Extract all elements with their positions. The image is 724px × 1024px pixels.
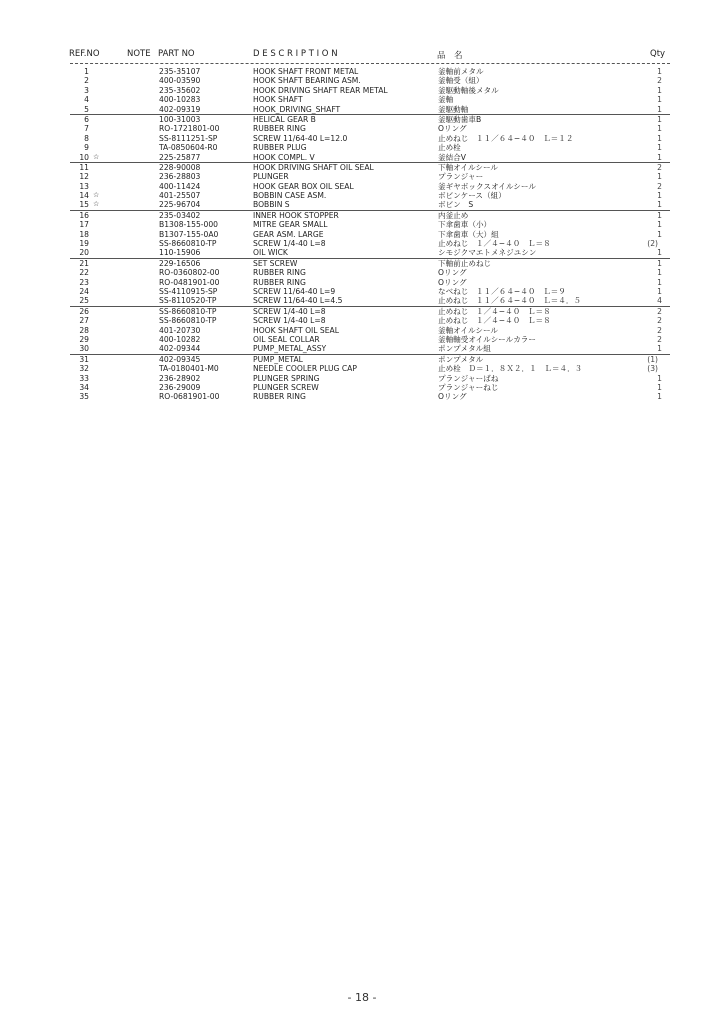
- table-row: [0, 86, 724, 95]
- table-row: [0, 182, 724, 191]
- cell-qty: 1: [657, 85, 662, 95]
- cell-jp-name: 止めねじ １１／６４−４０ Ｌ＝１２: [438, 133, 574, 143]
- cell-jp-name: シモジクマエトメネジユシン: [438, 248, 537, 258]
- cell-part-no: TA-0850604-R0: [159, 143, 218, 153]
- cell-description: SCREW 1/4-40 L=8: [253, 306, 326, 316]
- cell-jp-name: 下軸オイルシール: [438, 162, 499, 172]
- cell-description: HOOK_DRIVING_SHAFT: [253, 104, 341, 114]
- cell-description: RUBBER RING: [253, 124, 306, 134]
- table-row: [70, 306, 670, 316]
- cell-ref-no: 21: [79, 258, 89, 268]
- cell-part-no: 236-28803: [159, 172, 201, 182]
- cell-ref-no: 30: [79, 344, 89, 354]
- cell-ref-no: 23: [79, 277, 89, 287]
- cell-ref-no: 17: [79, 220, 89, 230]
- cell-jp-name: ボビン S: [438, 200, 474, 210]
- cell-ref-no: 16: [79, 210, 89, 220]
- cell-qty: 1: [657, 143, 662, 153]
- cell-jp-name: 釜軸軸受オイルシールカラー: [438, 334, 536, 344]
- table-row: [0, 67, 724, 76]
- cell-ref-no: 32: [79, 364, 89, 374]
- cell-qty: 2: [657, 181, 662, 191]
- cell-ref-no: 28: [79, 325, 89, 335]
- cell-ref-no: 22: [79, 268, 89, 278]
- cell-description: HOOK SHAFT FRONT METAL: [253, 67, 359, 76]
- cell-qty: 1: [657, 258, 662, 268]
- cell-jp-name: 止め栓: [438, 143, 461, 153]
- cell-description: RUBBER RING: [253, 392, 306, 402]
- cell-qty: 1: [657, 286, 662, 296]
- cell-qty: 1: [657, 220, 662, 230]
- cell-ref-no: 33: [79, 373, 89, 383]
- cell-qty: 2: [657, 306, 662, 316]
- cell-ref-no: 6: [84, 114, 89, 124]
- cell-qty: 1: [657, 248, 662, 258]
- cell-jp-name: 釜軸受（組）: [438, 76, 484, 86]
- table-row: [0, 143, 724, 152]
- header-divider: [70, 63, 670, 64]
- cell-jp-name: 下傘歯車（大）組: [438, 229, 499, 239]
- cell-description: OIL SEAL COLLAR: [253, 334, 320, 344]
- cell-description: SET SCREW: [253, 258, 298, 268]
- cell-part-no: 228-90008: [159, 162, 201, 172]
- cell-qty: (2): [647, 239, 658, 249]
- cell-qty: 1: [657, 210, 662, 220]
- cell-jp-name: プランジャーねじ: [438, 382, 499, 392]
- table-row: [0, 172, 724, 181]
- cell-ref-no: 1: [84, 67, 89, 76]
- table-row: [0, 105, 724, 114]
- cell-jp-name: Oリング: [438, 268, 467, 278]
- table-row: [0, 76, 724, 85]
- cell-ref-no: 14: [79, 191, 89, 201]
- cell-qty: 2: [657, 76, 662, 86]
- cell-part-no: 400-10282: [159, 334, 201, 344]
- cell-part-no: 235-35107: [159, 67, 201, 76]
- cell-ref-no: 25: [79, 296, 89, 306]
- header-jp-name: 品 名: [437, 51, 463, 61]
- cell-jp-name: 止めねじ １／４−４０ Ｌ＝８: [438, 306, 551, 316]
- cell-part-no: B1307-155-0A0: [159, 229, 219, 239]
- cell-description: RUBBER RING: [253, 268, 306, 278]
- cell-qty: 1: [657, 392, 662, 402]
- cell-description: OIL WICK: [253, 248, 288, 258]
- cell-qty: 1: [657, 95, 662, 105]
- cell-part-no: SS-4110915-SP: [159, 286, 218, 296]
- cell-qty: 1: [657, 268, 662, 278]
- table-row: [70, 210, 670, 220]
- table-row: [0, 124, 724, 133]
- cell-ref-no: 34: [79, 382, 89, 392]
- cell-jp-name: Oリング: [438, 124, 467, 134]
- cell-description: MITRE GEAR SMALL: [253, 220, 328, 230]
- cell-part-no: 100-31003: [159, 114, 201, 124]
- table-row: [0, 364, 724, 373]
- cell-jp-name: 釜駆動軸: [438, 104, 469, 114]
- table-row: [0, 383, 724, 392]
- cell-part-no: 235-03402: [159, 210, 201, 220]
- cell-ref-no: 26: [79, 306, 89, 316]
- cell-jp-name: Oリング: [438, 392, 467, 402]
- cell-ref-no: 29: [79, 334, 89, 344]
- cell-qty: 2: [657, 325, 662, 335]
- table-row: [0, 287, 724, 296]
- cell-part-no: 400-10283: [159, 95, 201, 105]
- cell-qty: 1: [657, 152, 662, 162]
- cell-ref-no: 24: [79, 286, 89, 296]
- cell-description: GEAR ASM. LARGE: [253, 229, 324, 239]
- cell-ref-no: 35: [79, 392, 89, 402]
- cell-description: HOOK SHAFT BEARING ASM.: [253, 76, 361, 86]
- cell-part-no: SS-8660810-TP: [159, 239, 217, 249]
- cell-part-no: RO-0681901-00: [159, 392, 220, 402]
- cell-jp-name: プランジャー: [438, 172, 484, 182]
- cell-part-no: RO-0360802-00: [159, 268, 220, 278]
- cell-qty: 4: [657, 296, 662, 306]
- cell-description: HELICAL GEAR B: [253, 114, 316, 124]
- cell-description: SCREW 11/64-40 L=12.0: [253, 133, 348, 143]
- cell-part-no: 110-15906: [159, 248, 201, 258]
- table-row: [0, 392, 724, 401]
- cell-qty: 1: [657, 344, 662, 354]
- table-row: [0, 230, 724, 239]
- cell-jp-name: 下軸前止めねじ: [438, 258, 492, 268]
- cell-qty: 1: [657, 277, 662, 287]
- table-row: [0, 278, 724, 287]
- cell-jp-name: 釜軸オイルシール: [438, 325, 499, 335]
- cell-qty: 1: [657, 229, 662, 239]
- cell-description: PLUNGER SPRING: [253, 373, 320, 383]
- table-row: [0, 191, 724, 200]
- cell-jp-name: 釜ギヤボックスオイルシール: [438, 181, 536, 191]
- cell-jp-name: 釜軸前メタル: [438, 67, 484, 76]
- table-header: [0, 49, 724, 63]
- table-row: [70, 162, 670, 172]
- cell-ref-no: 27: [79, 316, 89, 326]
- cell-description: PUMP_METAL_ASSY: [253, 344, 327, 354]
- table-row: [0, 335, 724, 344]
- cell-part-no: 402-09319: [159, 104, 201, 114]
- header-part-no: PART NO: [158, 49, 195, 59]
- cell-part-no: RO-1721801-00: [159, 124, 220, 134]
- cell-jp-name: 内釜止め: [438, 210, 469, 220]
- cell-ref-no: 10: [79, 152, 89, 162]
- cell-jp-name: 釜駆動歯車B: [438, 114, 482, 124]
- cell-jp-name: 釜結合V: [438, 152, 466, 162]
- cell-description: INNER HOOK STOPPER: [253, 210, 339, 220]
- table-row: [0, 374, 724, 383]
- cell-qty: 1: [657, 382, 662, 392]
- cell-jp-name: ボビンケース（組）: [438, 191, 506, 201]
- cell-ref-no: 18: [79, 229, 89, 239]
- table-row: [0, 316, 724, 325]
- cell-description: HOOK SHAFT OIL SEAL: [253, 325, 339, 335]
- cell-part-no: 236-29009: [159, 382, 201, 392]
- cell-description: BOBBIN CASE ASM.: [253, 191, 327, 201]
- cell-jp-name: 止めねじ １１／６４−４０ Ｌ＝４．５: [438, 296, 582, 306]
- cell-qty: 2: [657, 334, 662, 344]
- cell-ref-no: 3: [84, 85, 89, 95]
- cell-part-no: SS-8660810-TP: [159, 306, 217, 316]
- cell-part-no: 402-09345: [159, 354, 201, 364]
- table-row: [0, 134, 724, 143]
- cell-qty: 1: [657, 191, 662, 201]
- cell-ref-no: 9: [84, 143, 89, 153]
- cell-jp-name: なべねじ １１／６４−４０ Ｌ＝９: [438, 286, 566, 296]
- cell-part-no: 229-16506: [159, 258, 201, 268]
- cell-part-no: 225-25877: [159, 152, 201, 162]
- cell-jp-name: 止めねじ １／４−４０ Ｌ＝８: [438, 239, 551, 249]
- cell-qty: 1: [657, 200, 662, 210]
- cell-ref-no: 11: [79, 162, 89, 172]
- cell-jp-name: プランジャーばね: [438, 373, 499, 383]
- cell-ref-no: 19: [79, 239, 89, 249]
- table-row: [0, 239, 724, 248]
- cell-ref-no: 2: [84, 76, 89, 86]
- cell-description: SCREW 1/4-40 L=8: [253, 316, 326, 326]
- cell-qty: 2: [657, 162, 662, 172]
- cell-description: HOOK DRIVING SHAFT REAR METAL: [253, 85, 388, 95]
- cell-note: ☆: [93, 200, 100, 209]
- cell-jp-name: 止めねじ １／４−４０ Ｌ＝８: [438, 316, 551, 326]
- cell-jp-name: 下傘歯車（小）: [438, 220, 492, 230]
- cell-part-no: 236-28902: [159, 373, 201, 383]
- cell-qty: 1: [657, 104, 662, 114]
- cell-ref-no: 8: [84, 133, 89, 143]
- cell-jp-name: 止め栓 Ｄ＝１．８Ｘ２．１ Ｌ＝４．３: [438, 364, 583, 374]
- cell-jp-name: ポンプメタル: [438, 354, 484, 364]
- cell-part-no: 400-03590: [159, 76, 201, 86]
- table-row: [70, 354, 670, 364]
- cell-part-no: 235-35602: [159, 85, 201, 95]
- cell-qty: 2: [657, 316, 662, 326]
- cell-part-no: TA-0180401-M0: [159, 364, 219, 374]
- table-row: [0, 268, 724, 277]
- cell-qty: 1: [657, 133, 662, 143]
- cell-ref-no: 4: [84, 95, 89, 105]
- header-qty: Qty: [650, 49, 666, 59]
- cell-description: HOOK COMPL. V: [253, 152, 315, 162]
- table-row: [0, 220, 724, 229]
- cell-qty: 1: [657, 124, 662, 134]
- cell-ref-no: 15: [79, 200, 89, 210]
- cell-part-no: 401-25507: [159, 191, 201, 201]
- cell-part-no: 402-09344: [159, 344, 201, 354]
- cell-description: SCREW 1/4-40 L=8: [253, 239, 326, 249]
- parts-table-body: [0, 67, 724, 402]
- cell-qty: (3): [647, 364, 658, 374]
- table-row: [0, 326, 724, 335]
- cell-ref-no: 31: [79, 354, 89, 364]
- cell-description: PUMP_METAL: [253, 354, 303, 364]
- table-row: [0, 248, 724, 257]
- table-row: [0, 200, 724, 209]
- cell-description: RUBBER PLUG: [253, 143, 307, 153]
- cell-part-no: 400-11424: [159, 181, 201, 191]
- cell-jp-name: 釜駆動軸後メタル: [438, 85, 499, 95]
- cell-description: NEEDLE COOLER PLUG CAP: [253, 364, 357, 374]
- cell-description: HOOK SHAFT: [253, 95, 303, 105]
- table-row: [0, 296, 724, 305]
- cell-qty: 1: [657, 67, 662, 76]
- cell-qty: 1: [657, 114, 662, 124]
- table-row: [70, 114, 670, 124]
- cell-qty: (1): [647, 354, 658, 364]
- cell-part-no: 225-96704: [159, 200, 201, 210]
- cell-description: RUBBER RING: [253, 277, 306, 287]
- cell-part-no: SS-8660810-TP: [159, 316, 217, 326]
- cell-jp-name: ポンプメタル組: [438, 344, 491, 354]
- cell-part-no: RO-0481901-00: [159, 277, 220, 287]
- header-description: D E S C R I P T I O N: [253, 49, 338, 59]
- cell-part-no: SS-8110520-TP: [159, 296, 217, 306]
- table-row: [0, 153, 724, 162]
- cell-qty: 1: [657, 373, 662, 383]
- cell-description: HOOK DRIVING SHAFT OIL SEAL: [253, 162, 374, 172]
- cell-ref-no: 12: [79, 172, 89, 182]
- cell-description: SCREW 11/64-40 L=4.5: [253, 296, 343, 306]
- cell-description: HOOK GEAR BOX OIL SEAL: [253, 181, 354, 191]
- cell-ref-no: 5: [84, 104, 89, 114]
- cell-qty: 1: [657, 172, 662, 182]
- cell-ref-no: 7: [84, 124, 89, 134]
- cell-note: ☆: [93, 152, 100, 161]
- cell-description: BOBBIN S: [253, 200, 290, 210]
- cell-part-no: 401-20730: [159, 325, 201, 335]
- cell-ref-no: 13: [79, 181, 89, 191]
- cell-jp-name: 釜軸: [438, 95, 454, 105]
- table-row: [70, 258, 670, 268]
- page-number: - 18 -: [347, 991, 377, 1004]
- cell-part-no: B1308-155-000: [159, 220, 219, 230]
- table-row: [0, 95, 724, 104]
- header-note: NOTE: [127, 49, 151, 59]
- cell-description: PLUNGER SCREW: [253, 382, 319, 392]
- cell-jp-name: Oリング: [438, 277, 467, 287]
- table-row: [0, 344, 724, 353]
- header-ref-no: REF.NO: [69, 49, 100, 59]
- cell-note: ☆: [93, 191, 100, 200]
- cell-part-no: SS-8111251-SP: [159, 133, 218, 143]
- cell-ref-no: 20: [79, 248, 89, 258]
- cell-description: PLUNGER: [253, 172, 289, 182]
- cell-description: SCREW 11/64-40 L=9: [253, 286, 336, 296]
